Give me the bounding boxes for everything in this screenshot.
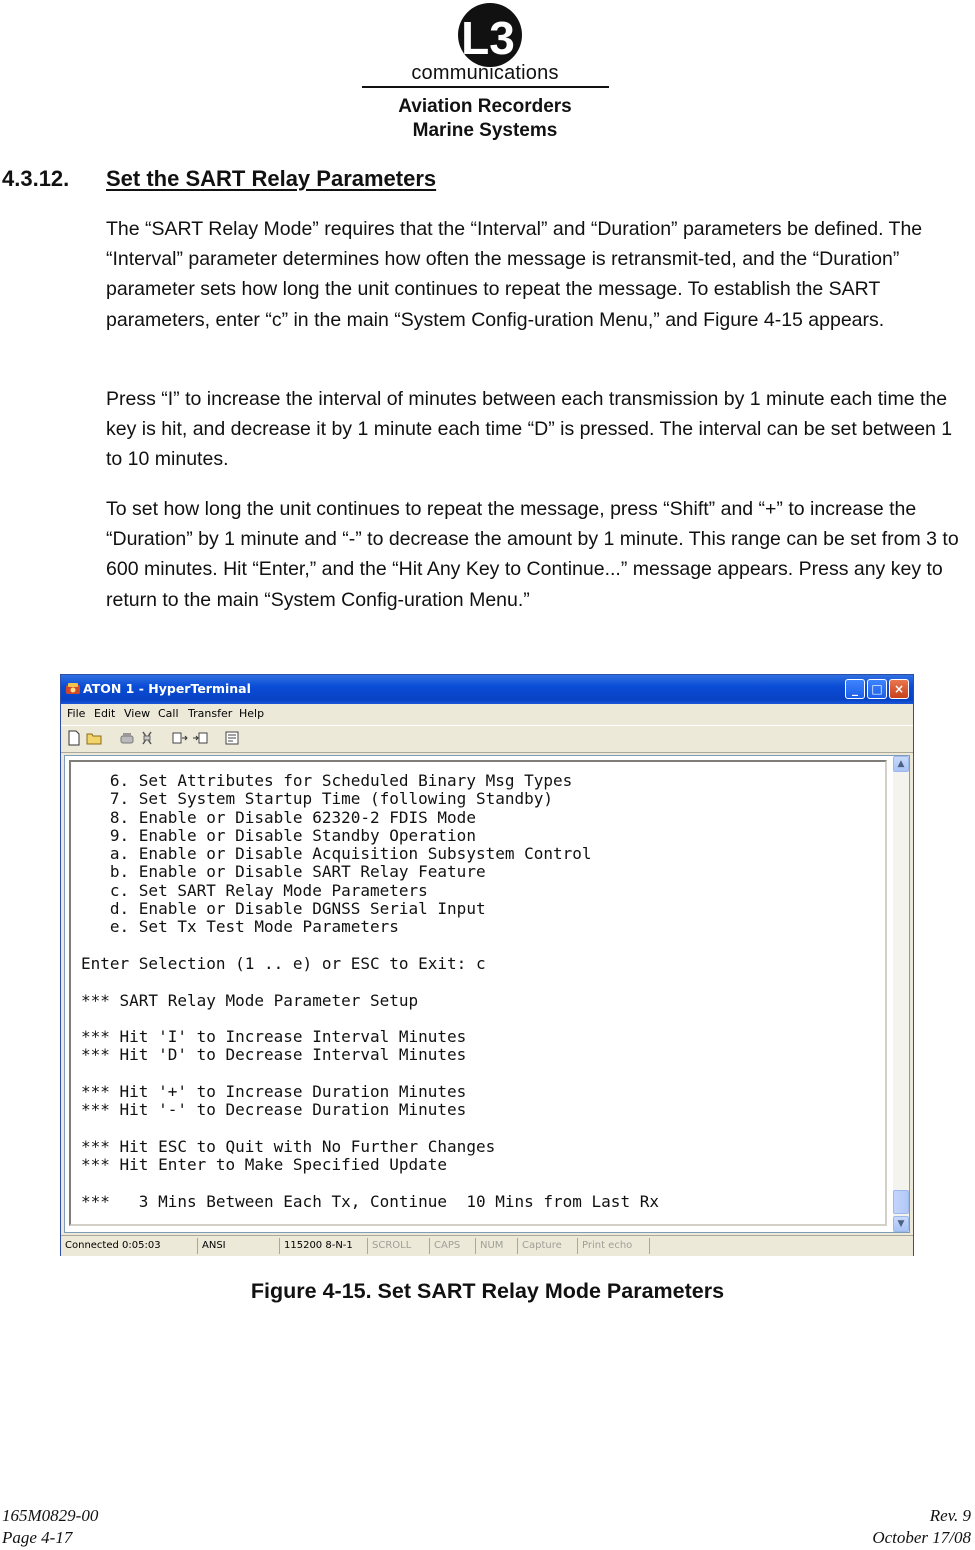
footer-page-number: Page 4‑17 [2,1528,73,1547]
properties-icon[interactable] [224,730,240,746]
terminal-line: 8. Enable or Disable 62320-2 FDIS Mode [81,807,476,827]
scroll-down-icon[interactable]: ▼ [893,1216,909,1232]
terminal-area[interactable] [64,755,910,1233]
scroll-up-icon[interactable]: ▲ [893,756,909,772]
body-paragraph: Press “I” to increase the interval of minutes between each transmission by 1 minute each time the key is hit, and decrease it by 1 minute each time “D” is pressed. The interval can be set between 1 to 10 minutes. [106,388,953,471]
close-button[interactable]: × [889,679,909,699]
window-title: ATON 1 - HyperTerminal [83,681,251,696]
header-divider [362,86,609,88]
terminal-output [81,772,659,1211]
minimize-button[interactable]: _ [845,679,865,699]
status-num: NUM [478,1238,518,1254]
disconnect-icon[interactable] [139,730,155,746]
terminal-line: *** Hit 'I' to Increase Interval Minutes [81,1027,467,1047]
new-document-icon[interactable] [66,730,82,746]
menu-transfer[interactable]: Transfer [188,707,233,720]
footer-doc-number: 165M0829‑00 [2,1506,99,1525]
terminal-line: *** 3 Mins Between Each Tx, Continue 10 Mins from Last Rx [81,1191,659,1211]
figure-caption: Figure 4‑15. Set SART Relay Mode Parameters [250,1279,725,1303]
division-name: Aviation Recorders [398,96,572,117]
menu-edit[interactable]: Edit [94,707,116,720]
hyperterminal-window [60,674,914,1256]
status-scroll: SCROLL [370,1238,430,1254]
maximize-button[interactable]: □ [867,679,887,699]
status-print-echo: Print echo [580,1238,650,1254]
status-caps: CAPS [432,1238,476,1254]
phone-icon[interactable] [119,730,135,746]
status-connected: Connected 0:05:03 [63,1238,198,1254]
terminal-line: *** Hit '+' to Increase Duration Minutes [81,1082,467,1102]
section-number: 4.3.12. [2,166,70,191]
terminal-line: *** SART Relay Mode Parameter Setup [81,990,419,1010]
footer-date: October 17/08 [872,1528,971,1547]
terminal-line: e. Set Tx Test Mode Parameters [81,917,399,937]
terminal-line: b. Enable or Disable SART Relay Feature [81,862,486,882]
terminal-line: Enter Selection (1 .. e) or ESC to Exit: c [81,953,486,973]
menu-call[interactable]: Call [158,707,179,720]
terminal-line: 9. Enable or Disable Standby Operation [81,825,476,845]
status-bar [61,1235,913,1256]
menu-help[interactable]: Help [239,707,265,720]
terminal-line: a. Enable or Disable Acquisition Subsystem Control [81,844,592,864]
menu-bar [61,704,913,724]
terminal-line: *** Hit '-' to Decrease Duration Minutes [81,1100,467,1120]
subdivision-name: Marine Systems [412,120,558,141]
terminal-screen[interactable] [69,760,887,1226]
body-paragraph: To set how long the unit continues to repeat the message, press “Shift” and “+” to increase the “Duration” by 1 minute and “‑” to decrease the amount by 1 minute. This range can be set from 3 to 600 minutes. Hit “Enter,” and the “Hit Any Key to Continue...” message appears. Press any key to return to the main “System Config-uration Menu.” [106,498,959,611]
section-title: Set the SART Relay Parameters [106,166,437,191]
company-word: communications [411,62,559,84]
scroll-thumb[interactable] [893,1190,909,1214]
menu-file[interactable]: File [67,707,86,720]
terminal-line: 6. Set Attributes for Scheduled Binary Msg Types [81,771,573,790]
terminal-line: *** Hit 'D' to Decrease Interval Minutes [81,1045,467,1065]
l3-logo [455,2,525,68]
terminal-line: c. Set SART Relay Mode Parameters [81,880,428,900]
open-folder-icon[interactable] [86,730,102,746]
terminal-line: *** Hit Enter to Make Specified Update [81,1155,448,1175]
terminal-line: *** Hit ESC to Quit with No Further Changes [81,1136,496,1156]
vertical-scrollbar[interactable] [893,756,909,1232]
body-paragraph: The “SART Relay Mode” requires that the “Interval” and “Duration” parameters be defined. The “Interval” parameter determines how often the message is retransmit-ted, and the “Duration” parameter sets how long the unit continues to repeat the message. To establish the SART parameters, enter “c” in the main “System Config-uration Menu,” and Figure 4‑15 appears. [106,218,923,331]
status-capture: Capture [520,1238,578,1254]
terminal-line: d. Enable or Disable DGNSS Serial Input [81,899,486,919]
hyperterminal-app-icon [65,681,81,697]
status-settings: 115200 8-N-1 [282,1238,368,1254]
send-icon[interactable] [172,730,188,746]
footer-revision: Rev. 9 [929,1506,971,1525]
logo-text: L3 [461,12,515,64]
status-emulation: ANSI [200,1238,280,1254]
menu-view[interactable]: View [124,707,151,720]
receive-icon[interactable] [192,730,208,746]
toolbar [61,725,913,753]
window-titlebar[interactable] [61,675,913,704]
terminal-line: 7. Set System Startup Time (following Standby) [81,789,554,809]
